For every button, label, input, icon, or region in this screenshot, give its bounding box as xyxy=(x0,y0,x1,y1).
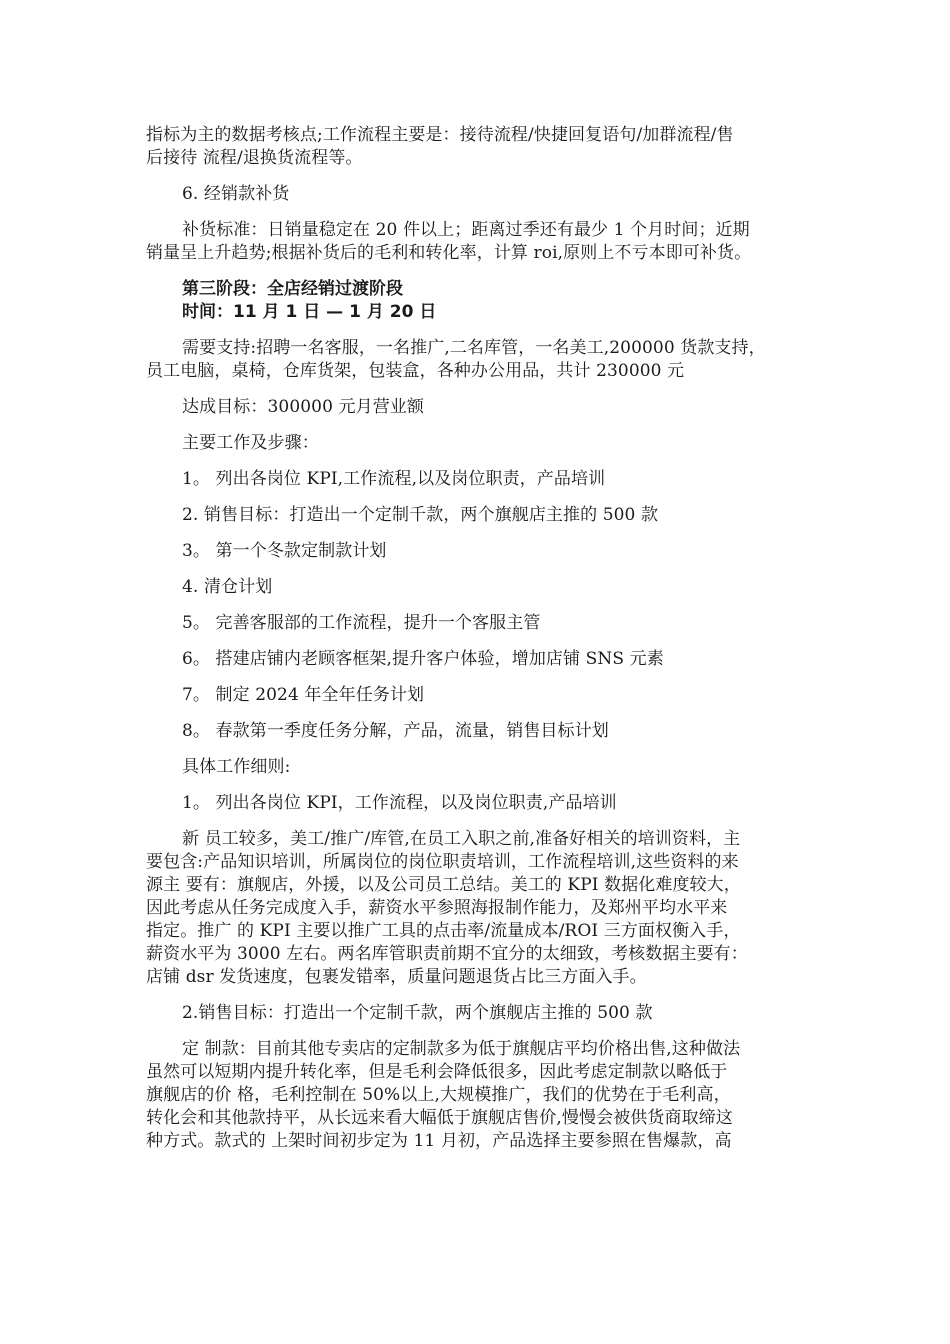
paragraph-detail-1-title: 1。 列出各岗位 KPI，工作流程，以及岗位职责,产品培训 xyxy=(182,793,617,813)
text-line: 定 制款：目前其他专卖店的定制款多为低于旗舰店平均价格出售,这种做法 xyxy=(182,1039,741,1059)
paragraph-detail-2-body xyxy=(146,1038,816,1153)
stage-time: 时间：11 月 1 日 — 1 月 20 日 xyxy=(182,302,437,322)
text-line: 销量呈上升趋势;根据补货后的毛利和转化率，计算 roi,原则上不亏本即可补货。 xyxy=(146,243,752,263)
text-line: 后接待 流程/退换货流程等。 xyxy=(146,148,363,168)
paragraph-detail-1-body xyxy=(146,828,816,989)
text-line: 指标为主的数据考核点;工作流程主要是：接待流程/快捷回复语句/加群流程/售 xyxy=(146,125,734,145)
text-line: 补货标准：日销量稳定在 20 件以上；距离过季还有最少 1 个月时间；近期 xyxy=(182,220,750,240)
text-line: 旗舰店的价 格，毛利控制在 50%以上,大规模推广，我们的优势在于毛利高， xyxy=(146,1085,731,1105)
stage-title: 第三阶段：全店经销过渡阶段 xyxy=(182,279,403,299)
text-line: 需要支持:招聘一名客服，一名推广,二名库管，一名美工,200000 货款支持， xyxy=(182,338,766,358)
step-item: 1。 列出各岗位 KPI,工作流程,以及岗位职责，产品培训 xyxy=(182,469,606,489)
text-line: 薪资水平为 3000 左右。两名库管职责前期不宜分的太细致，考核数据主要有： xyxy=(146,944,748,964)
paragraph-detail-2-title: 2.销售目标：打造出一个定制千款，两个旗舰店主推的 500 款 xyxy=(182,1003,653,1023)
text-line: 源主 要有：旗舰店，外援，以及公司员工总结。美工的 KPI 数据化难度较大， xyxy=(146,875,741,895)
paragraph-main-steps-title: 主要工作及步骤： xyxy=(182,433,319,453)
text-line: 店铺 dsr 发货速度，包裹发错率，质量问题退货占比三方面入手。 xyxy=(146,967,647,987)
text-line: 新 员工较多，美工/推广/库管,在员工入职之前,准备好相关的培训资料，主 xyxy=(182,829,741,849)
paragraph-details-title: 具体工作细则: xyxy=(182,757,291,777)
text-line: 员工电脑，桌椅，仓库货架，包装盒，各种办公用品，共计 230000 元 xyxy=(146,361,685,381)
paragraph-restock-standard xyxy=(146,219,816,265)
text-line: 因此考虑从任务完成度入手，薪资水平参照海报制作能力，及郑州平均水平来 xyxy=(146,898,728,918)
text-line: 指定。推广 的 KPI 主要以推广工具的点击率/流量成本/ROI 三方面权衡入手， xyxy=(146,921,741,941)
step-item: 2. 销售目标：打造出一个定制千款，两个旗舰店主推的 500 款 xyxy=(182,505,659,525)
step-item: 4. 清仓计划 xyxy=(182,577,273,597)
text-line: 种方式。款式的 上架时间初步定为 11 月初，产品选择主要参照在售爆款，高 xyxy=(146,1131,732,1151)
step-item: 6。 搭建店铺内老顾客框架,提升客户体验，增加店铺 SNS 元素 xyxy=(182,649,664,669)
document-page xyxy=(146,124,816,1166)
step-item: 3。 第一个冬款定制款计划 xyxy=(182,541,387,561)
paragraph-target: 达成目标：300000 元月营业额 xyxy=(182,397,424,417)
stage-three-heading xyxy=(146,278,816,324)
paragraph-workflow-continued xyxy=(146,124,816,170)
paragraph-support-needed xyxy=(146,337,816,383)
step-item: 8。 春款第一季度任务分解，产品，流量，销售目标计划 xyxy=(182,721,609,741)
section-title-restock: 6. 经销款补货 xyxy=(182,184,290,204)
text-line: 要包含:产品知识培训，所属岗位的岗位职责培训，工作流程培训,这些资料的来 xyxy=(146,852,739,872)
step-item: 7。 制定 2024 年全年任务计划 xyxy=(182,685,425,705)
text-line: 虽然可以短期内提升转化率，但是毛利会降低很多，因此考虑定制款以略低于 xyxy=(146,1062,728,1082)
step-item: 5。 完善客服部的工作流程，提升一个客服主管 xyxy=(182,613,541,633)
text-line: 转化会和其他款持平，从长远来看大幅低于旗舰店售价,慢慢会被供货商取缔这 xyxy=(146,1108,733,1128)
